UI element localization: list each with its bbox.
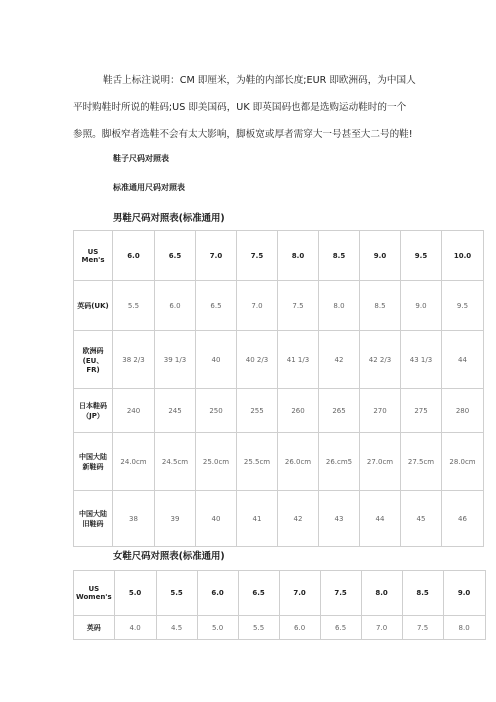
intro-line-3: 参照。脚板窄者选鞋不会有太大影响，脚板宽或厚者需穿大一号甚至大二号的鞋! [73, 129, 413, 140]
table-cell: 5.5 [238, 616, 279, 640]
table-cell: 245 [155, 389, 196, 433]
table-row [74, 331, 484, 389]
table-cell: 270 [360, 389, 401, 433]
header-label: US Women's [74, 571, 115, 616]
table-cell: 5.0 [197, 616, 238, 640]
size-header: 6.0 [113, 231, 155, 281]
table-cell: 26.cm5 [319, 433, 360, 491]
size-header: 8.0 [361, 571, 402, 616]
standard-chart-heading: 标准通用尺码对照表 [113, 183, 185, 192]
table-cell: 43 1/3 [401, 331, 442, 389]
table-cell: 4.0 [114, 616, 156, 640]
table-cell: 42 2/3 [360, 331, 401, 389]
table-cell: 41 [237, 491, 278, 547]
table-cell: 250 [196, 389, 237, 433]
table-cell: 26.0cm [278, 433, 319, 491]
size-header: 6.5 [155, 231, 196, 281]
table-row [74, 616, 486, 640]
table-cell: 280 [442, 389, 484, 433]
size-header: 9.0 [443, 571, 485, 616]
women-header-row [74, 571, 486, 616]
men-header-row [74, 231, 484, 281]
men-table-title: 男鞋尺码对照表(标准通用) [113, 213, 225, 224]
table-cell: 44 [360, 491, 401, 547]
table-cell: 9.5 [442, 281, 484, 331]
table-cell: 8.0 [443, 616, 485, 640]
table-cell: 25.5cm [237, 433, 278, 491]
size-header: 6.0 [197, 571, 238, 616]
header-label: US Men's [74, 231, 113, 281]
table-cell: 24.5cm [155, 433, 196, 491]
table-cell: 45 [401, 491, 442, 547]
table-cell: 28.0cm [442, 433, 484, 491]
table-cell: 7.5 [402, 616, 443, 640]
table-cell: 5.5 [113, 281, 155, 331]
table-cell: 39 [155, 491, 196, 547]
size-header: 5.5 [156, 571, 197, 616]
table-row [74, 281, 484, 331]
table-cell: 255 [237, 389, 278, 433]
table-cell: 6.5 [320, 616, 361, 640]
men-size-table [73, 230, 484, 547]
size-header: 8.5 [319, 231, 360, 281]
intro-line-2: 平时购鞋时所说的鞋码;US 即美国码，UK 即英国码也都是选购运动鞋时的一个 [73, 102, 407, 113]
size-header: 7.5 [320, 571, 361, 616]
table-cell: 260 [278, 389, 319, 433]
row-label: 英码(UK) [74, 281, 113, 331]
table-cell: 46 [442, 491, 484, 547]
shoe-chart-heading: 鞋子尺码对照表 [113, 154, 169, 163]
size-header: 5.0 [114, 571, 156, 616]
table-cell: 40 [196, 331, 237, 389]
table-cell: 240 [113, 389, 155, 433]
table-cell: 27.0cm [360, 433, 401, 491]
row-label: 欧洲码(EU、FR) [74, 331, 113, 389]
table-cell: 4.5 [156, 616, 197, 640]
table-row [74, 433, 484, 491]
table-cell: 265 [319, 389, 360, 433]
size-header: 8.0 [278, 231, 319, 281]
size-header: 7.0 [196, 231, 237, 281]
table-cell: 275 [401, 389, 442, 433]
table-cell: 43 [319, 491, 360, 547]
table-cell: 42 [319, 331, 360, 389]
table-cell: 42 [278, 491, 319, 547]
women-table-body [74, 616, 486, 640]
size-header: 9.5 [401, 231, 442, 281]
table-cell: 7.0 [361, 616, 402, 640]
table-cell: 27.5cm [401, 433, 442, 491]
table-cell: 6.0 [155, 281, 196, 331]
size-header: 8.5 [402, 571, 443, 616]
row-label: 英码 [74, 616, 115, 640]
women-table-title: 女鞋尺码对照表(标准通用) [113, 551, 225, 562]
women-size-table [73, 570, 486, 640]
table-cell: 8.0 [319, 281, 360, 331]
table-cell: 7.0 [237, 281, 278, 331]
table-cell: 8.5 [360, 281, 401, 331]
table-row [74, 389, 484, 433]
size-header: 6.5 [238, 571, 279, 616]
size-header: 7.0 [279, 571, 320, 616]
table-cell: 38 [113, 491, 155, 547]
row-label: 中国大陆旧鞋码 [74, 491, 113, 547]
intro-line-1: 鞋舌上标注说明：CM 即厘米，为鞋的内部长度;EUR 即欧洲码，为中国人 [103, 75, 416, 86]
table-cell: 6.0 [279, 616, 320, 640]
row-label: 中国大陆新鞋码 [74, 433, 113, 491]
table-cell: 9.0 [401, 281, 442, 331]
row-label: 日本鞋码（JP） [74, 389, 113, 433]
men-table-body [74, 281, 484, 547]
table-cell: 24.0cm [113, 433, 155, 491]
intro-paragraph [73, 67, 433, 148]
table-row [74, 491, 484, 547]
size-header: 9.0 [360, 231, 401, 281]
table-cell: 41 1/3 [278, 331, 319, 389]
table-cell: 25.0cm [196, 433, 237, 491]
table-cell: 7.5 [278, 281, 319, 331]
table-cell: 38 2/3 [113, 331, 155, 389]
size-header: 10.0 [442, 231, 484, 281]
table-cell: 40 [196, 491, 237, 547]
table-cell: 44 [442, 331, 484, 389]
table-cell: 40 2/3 [237, 331, 278, 389]
table-cell: 39 1/3 [155, 331, 196, 389]
size-header: 7.5 [237, 231, 278, 281]
table-cell: 6.5 [196, 281, 237, 331]
